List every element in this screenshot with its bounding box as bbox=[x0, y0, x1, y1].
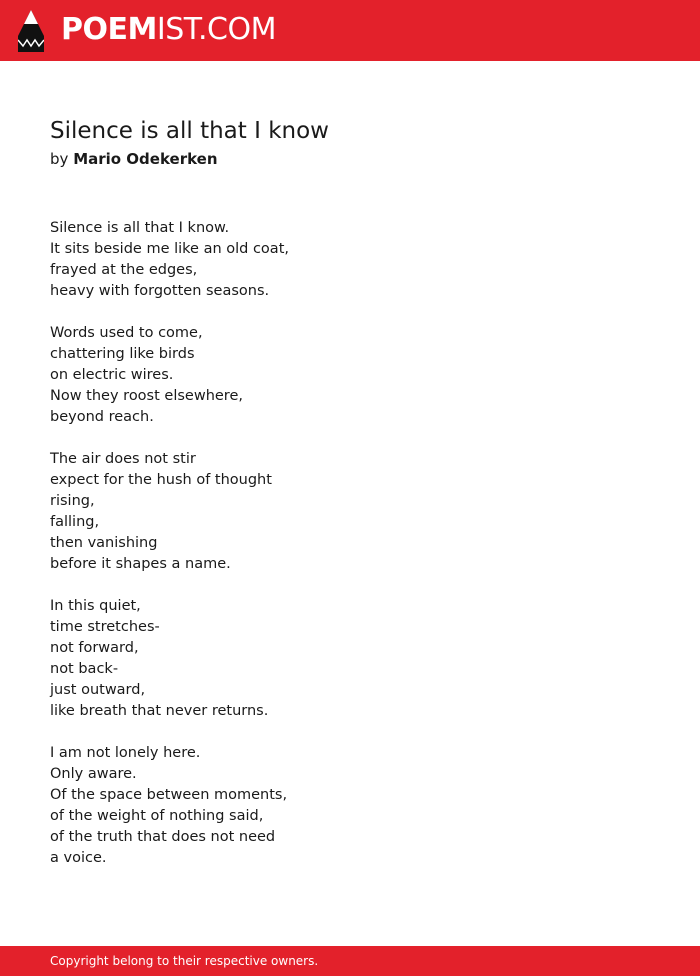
poem-line: Only aware. bbox=[50, 766, 137, 782]
poem-line: on electric wires. bbox=[50, 367, 174, 383]
stanza bbox=[50, 596, 650, 722]
stanza bbox=[50, 449, 650, 575]
poem-line: Words used to come, bbox=[50, 325, 203, 341]
poem-line: of the truth that does not need bbox=[50, 829, 276, 845]
poem-line: a voice. bbox=[50, 850, 107, 866]
poem-line: falling, bbox=[50, 514, 100, 530]
stanza bbox=[50, 743, 650, 869]
site-footer bbox=[0, 946, 700, 976]
poem-line: Of the space between moments, bbox=[50, 787, 288, 803]
poem-line: It sits beside me like an old coat, bbox=[50, 241, 289, 257]
author-name: Mario Odekerken bbox=[73, 150, 218, 168]
stanza bbox=[50, 218, 650, 302]
site-logo-link[interactable] bbox=[61, 12, 276, 48]
by-label: by bbox=[50, 150, 69, 168]
poem-line: In this quiet, bbox=[50, 598, 141, 614]
logo-text-bold: POEM bbox=[61, 12, 157, 47]
poem-line: beyond reach. bbox=[50, 409, 154, 425]
poem-line: time stretches- bbox=[50, 619, 160, 635]
poem-line: like breath that never returns. bbox=[50, 703, 269, 719]
copyright-notice: Copyright belong to their respective owners. bbox=[50, 954, 319, 968]
poem-line: then vanishing bbox=[50, 535, 158, 551]
poem-line: Now they roost elsewhere, bbox=[50, 388, 243, 404]
site-header bbox=[0, 0, 700, 61]
pencil-icon bbox=[18, 10, 44, 52]
poem-line: rising, bbox=[50, 493, 95, 509]
poem-line: just outward, bbox=[50, 682, 146, 698]
stanza bbox=[50, 323, 650, 428]
poem-line: The air does not stir bbox=[50, 451, 196, 467]
poem-line: expect for the hush of thought bbox=[50, 472, 272, 488]
logo-text-light: IST.COM bbox=[156, 12, 276, 47]
poem-line: chattering like birds bbox=[50, 346, 195, 362]
poem-line: heavy with forgotten seasons. bbox=[50, 283, 270, 299]
byline bbox=[50, 148, 218, 170]
poem-line: Silence is all that I know. bbox=[50, 220, 230, 236]
poem-body bbox=[50, 218, 650, 890]
poem-line: I am not lonely here. bbox=[50, 745, 201, 761]
poem-line: not back- bbox=[50, 661, 119, 677]
poem-line: before it shapes a name. bbox=[50, 556, 231, 572]
poem-line: frayed at the edges, bbox=[50, 262, 198, 278]
poem-line: not forward, bbox=[50, 640, 139, 656]
poem-line: of the weight of nothing said, bbox=[50, 808, 264, 824]
poem-title: Silence is all that I know bbox=[50, 118, 329, 144]
